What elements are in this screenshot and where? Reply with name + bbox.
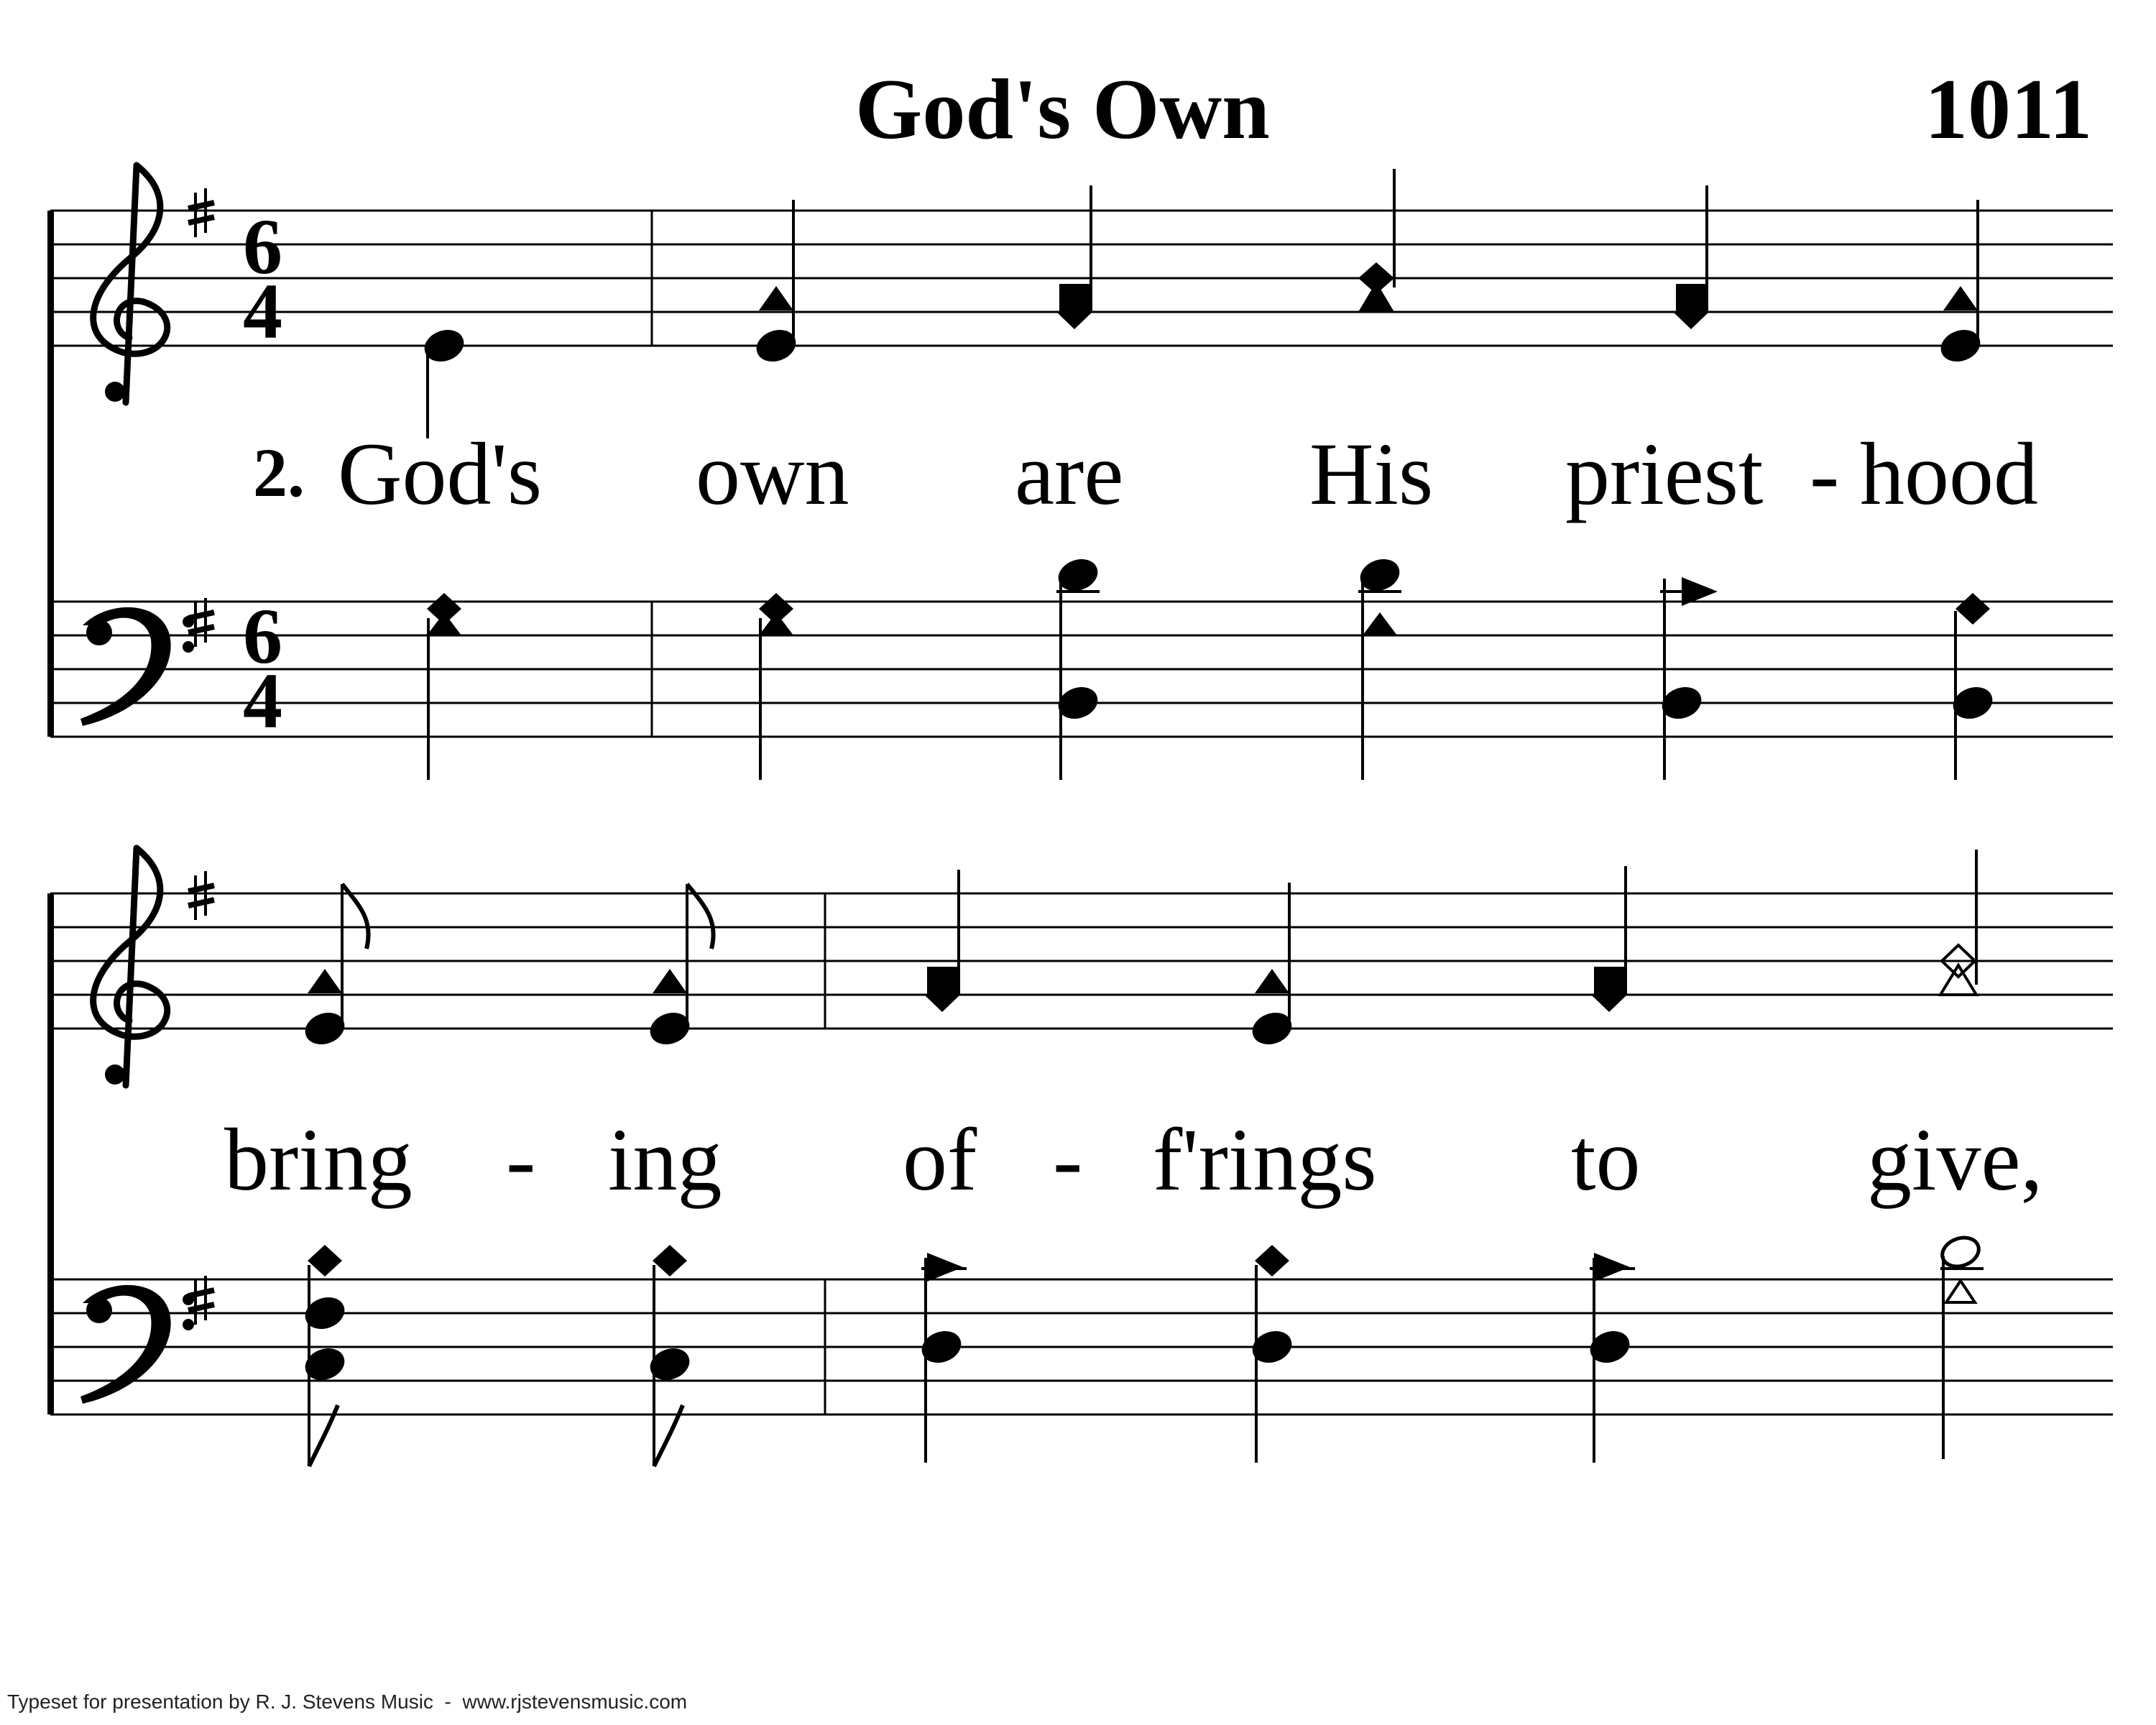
system-brace-2 <box>47 893 54 1414</box>
treble-clef <box>93 165 167 402</box>
bass-notes-1 <box>427 556 1995 780</box>
lyric-word: are <box>1015 425 1124 523</box>
lyric-word: His <box>1309 425 1434 523</box>
lyric-word: of <box>903 1110 977 1209</box>
lyric-word: own <box>696 425 849 523</box>
sharp-icon <box>188 188 214 237</box>
lyric-word: hood <box>1860 425 2038 523</box>
time-signature-treble <box>243 203 282 355</box>
time-signature-bass <box>243 592 282 745</box>
time-sig-top: 6 <box>243 203 282 290</box>
time-sig-bottom: 4 <box>243 267 282 355</box>
svg-text:4: 4 <box>243 657 282 745</box>
treble-notes-1 <box>422 169 1983 438</box>
sharp-icon <box>188 871 214 920</box>
lyric-word: bring <box>224 1110 413 1209</box>
svg-text:6: 6 <box>243 592 282 680</box>
treble-notes-2 <box>303 850 1976 1048</box>
lyric-word: f'rings <box>1153 1110 1377 1209</box>
hymn-title: God's Own <box>855 61 1270 157</box>
footer-credit: Typeset for presentation by R. J. Stevens Music - www.rjstevensmusic.com <box>7 1690 688 1713</box>
hymn-number: 1011 <box>1925 61 2093 157</box>
bass-clef <box>80 1285 194 1404</box>
system-brace-1 <box>47 211 54 737</box>
lyric-word: ing <box>608 1110 722 1209</box>
treble-staff-2 <box>50 893 2113 1029</box>
lyric-word: to <box>1571 1110 1641 1209</box>
lyric-hyphen: - <box>506 1110 536 1209</box>
bass-clef <box>80 607 194 726</box>
lyric-word: give, <box>1867 1110 2043 1209</box>
bass-staff-2 <box>50 1279 2113 1414</box>
lyric-hyphen: - <box>1810 425 1840 523</box>
lyric-word: priest <box>1565 425 1764 523</box>
lyric-hyphen: - <box>1053 1110 1083 1209</box>
lyric-word: God's <box>338 425 543 523</box>
treble-clef <box>93 848 167 1085</box>
verse-number: 2. <box>253 434 305 511</box>
treble-staff-1 <box>50 211 2113 346</box>
bass-notes-2 <box>303 1233 1984 1466</box>
